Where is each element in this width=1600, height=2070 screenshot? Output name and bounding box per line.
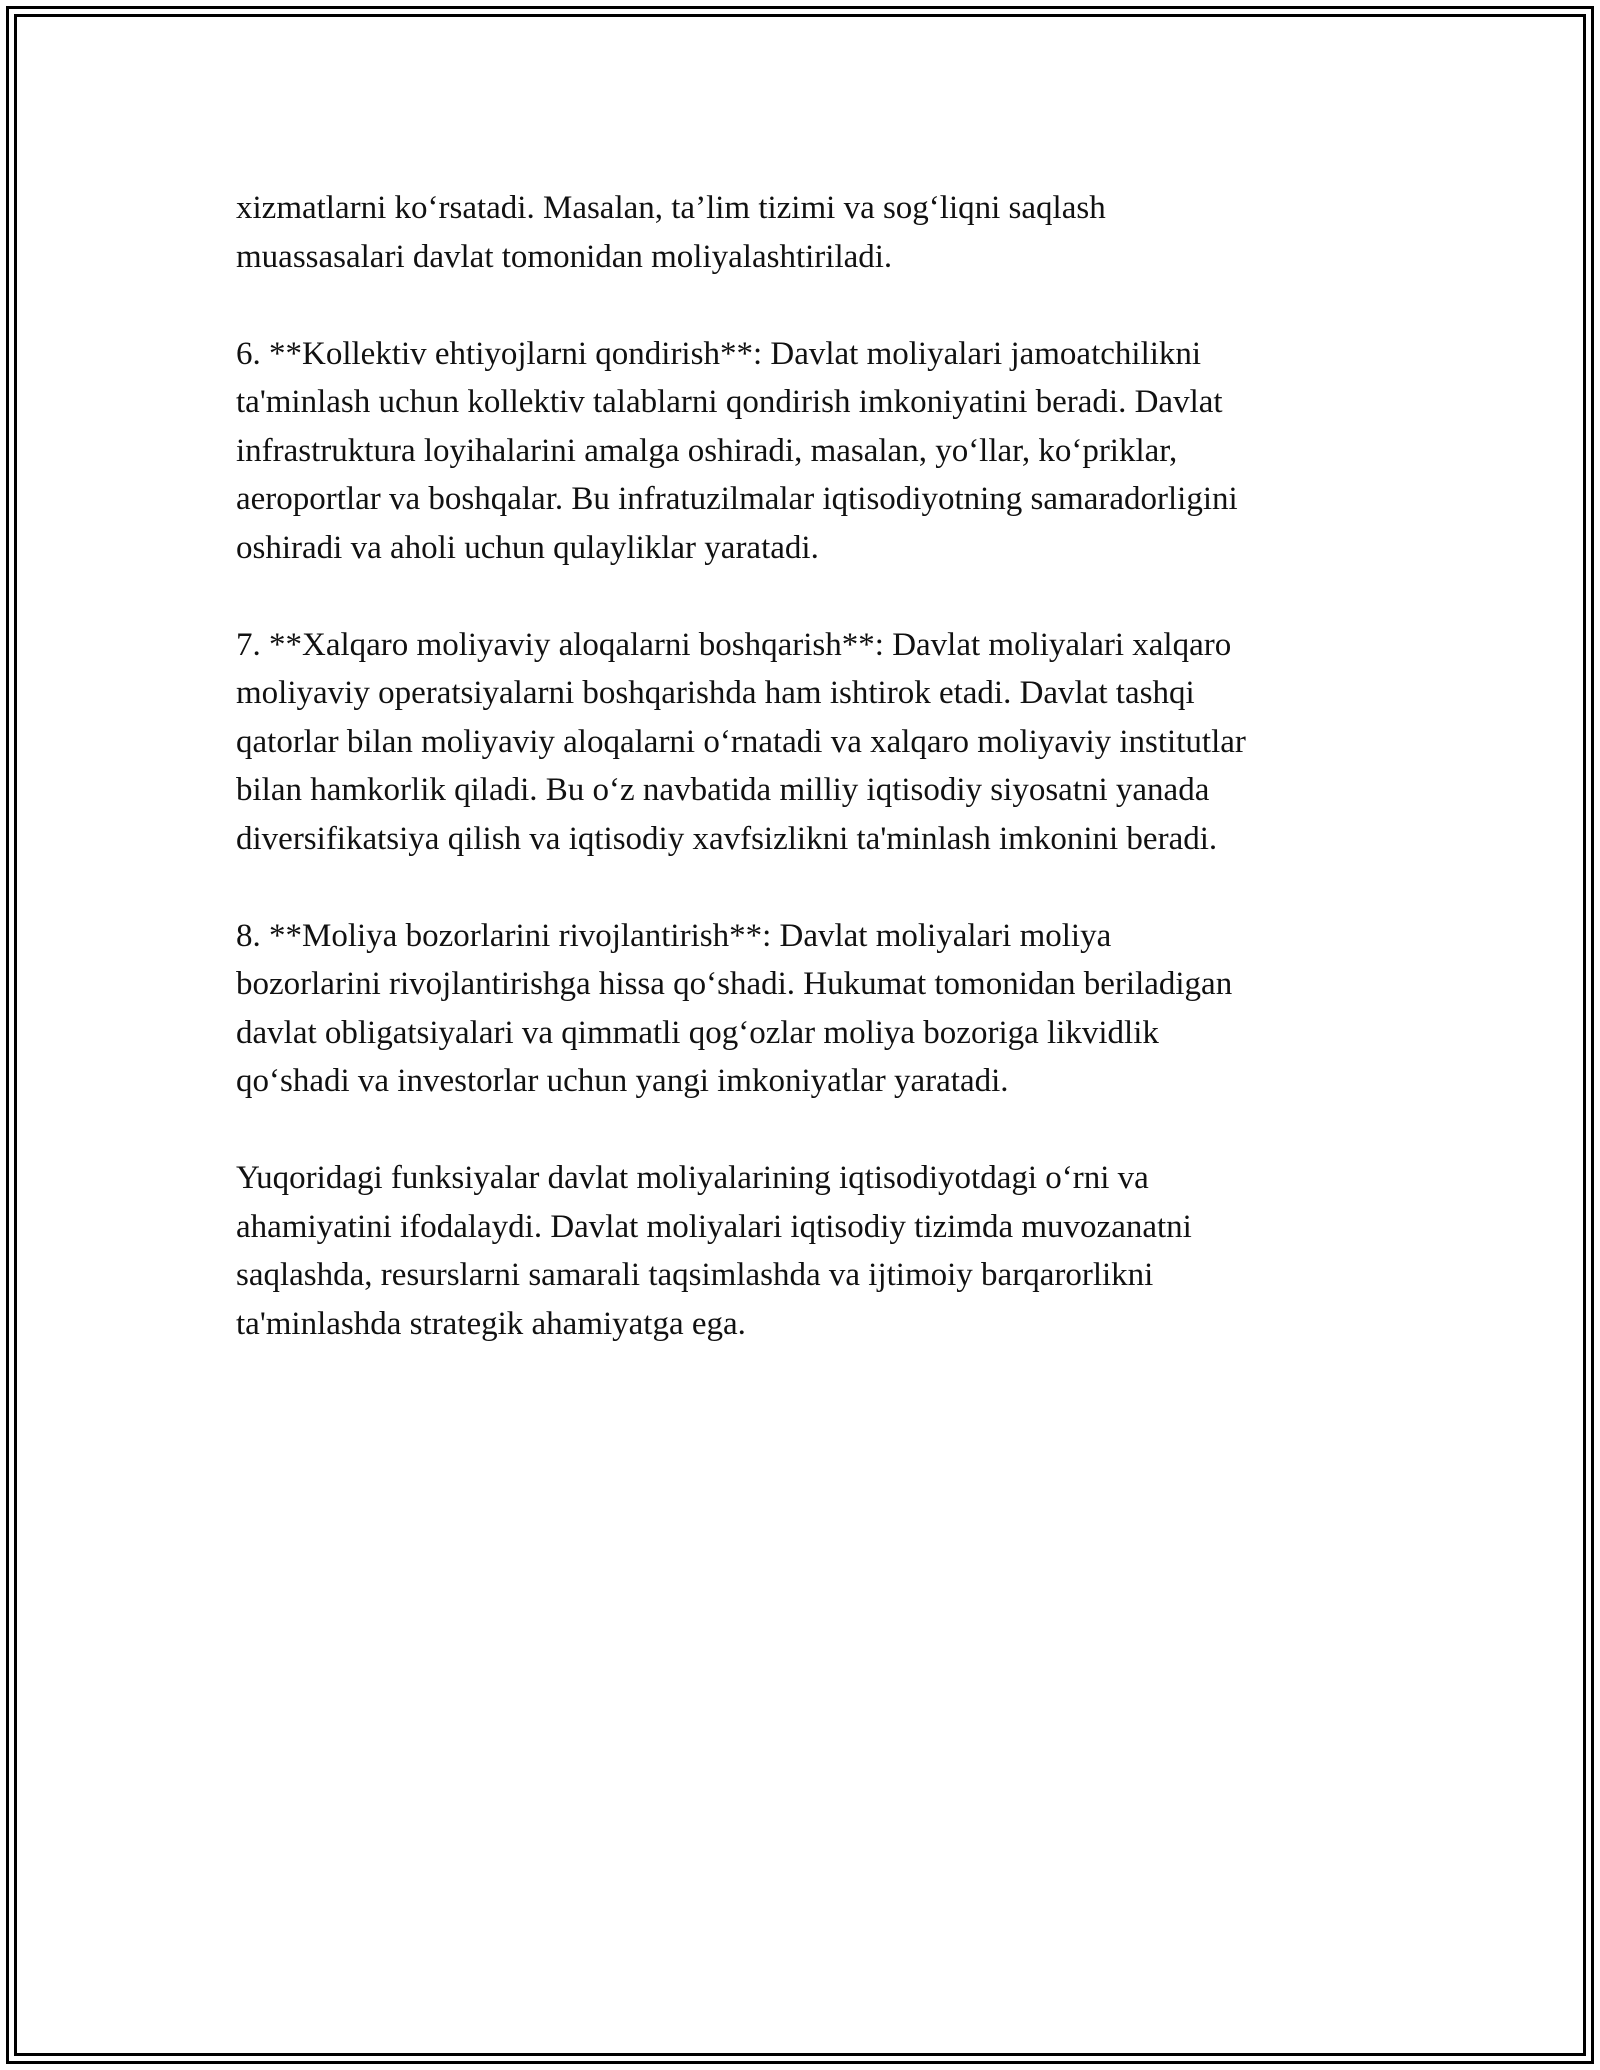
- text-line: Yuqoridagi funksiyalar davlat moliyalarining iqtisodiyotdagi o‘rni va: [236, 1160, 1149, 1196]
- text-line: qo‘shadi va investorlar uchun yangi imkoniyatlar yaratadi.: [236, 1063, 1009, 1099]
- text-line: moliyaviy operatsiyalarni boshqarishda ham ishtirok etadi. Davlat tashqi: [236, 675, 1195, 711]
- text-line: 8. **Moliya bozorlarini rivojlantirish**: Davlat moliyalari moliya: [236, 917, 1112, 954]
- text-line: qatorlar bilan moliyaviy aloqalarni o‘rnatadi va xalqaro moliyaviy institutlar: [236, 723, 1246, 760]
- text-line: oshiradi va aholi uchun qulayliklar yaratadi.: [236, 529, 819, 566]
- paragraph-item-6: [236, 330, 1416, 573]
- text-line: ta'minlash uchun kollektiv talablarni qondirish imkoniyatini beradi. Davlat: [236, 384, 1223, 420]
- paragraph-conclusion: [236, 1154, 1416, 1348]
- text-line: bozorlarini rivojlantirishga hissa qo‘shadi. Hukumat tomonidan beriladigan: [236, 966, 1233, 1002]
- text-line: ta'minlashda strategik ahamiyatga ega.: [236, 1305, 746, 1342]
- paragraph-continuation: [236, 184, 1416, 281]
- document-body: [236, 184, 1416, 1397]
- text-line: infrastruktura loyihalarini amalga oshiradi, masalan, yo‘llar, ko‘priklar,: [236, 432, 1178, 469]
- text-line: muassasalari davlat tomonidan moliyalashtiriladi.: [236, 238, 893, 275]
- text-line: diversifikatsiya qilish va iqtisodiy xavfsizlikni ta'minlash imkonini beradi.: [236, 820, 1218, 857]
- paragraph-item-7: [236, 621, 1416, 864]
- text-line: davlat obligatsiyalari va qimmatli qog‘ozlar moliya bozoriga likvidlik: [236, 1014, 1159, 1051]
- text-line: 7. **Xalqaro moliyaviy aloqalarni boshqarish**: Davlat moliyalari xalqaro: [236, 626, 1232, 663]
- text-line: xizmatlarni ko‘rsatadi. Masalan, ta’lim tizimi va sog‘liqni saqlash: [236, 190, 1106, 226]
- text-line: 6. **Kollektiv ehtiyojlarni qondirish**: Davlat moliyalari jamoatchilikni: [236, 335, 1202, 372]
- text-line: bilan hamkorlik qiladi. Bu o‘z navbatida milliy iqtisodiy siyosatni yanada: [236, 772, 1210, 808]
- text-line: saqlashda, resurslarni samarali taqsimlashda va ijtimoiy barqarorlikni: [236, 1257, 1154, 1293]
- text-line: ahamiyatini ifodalaydi. Davlat moliyalari iqtisodiy tizimda muvozanatni: [236, 1208, 1192, 1245]
- text-line: aeroportlar va boshqalar. Bu infratuzilmalar iqtisodiyotning samaradorligini: [236, 481, 1238, 517]
- paragraph-item-8: [236, 912, 1416, 1106]
